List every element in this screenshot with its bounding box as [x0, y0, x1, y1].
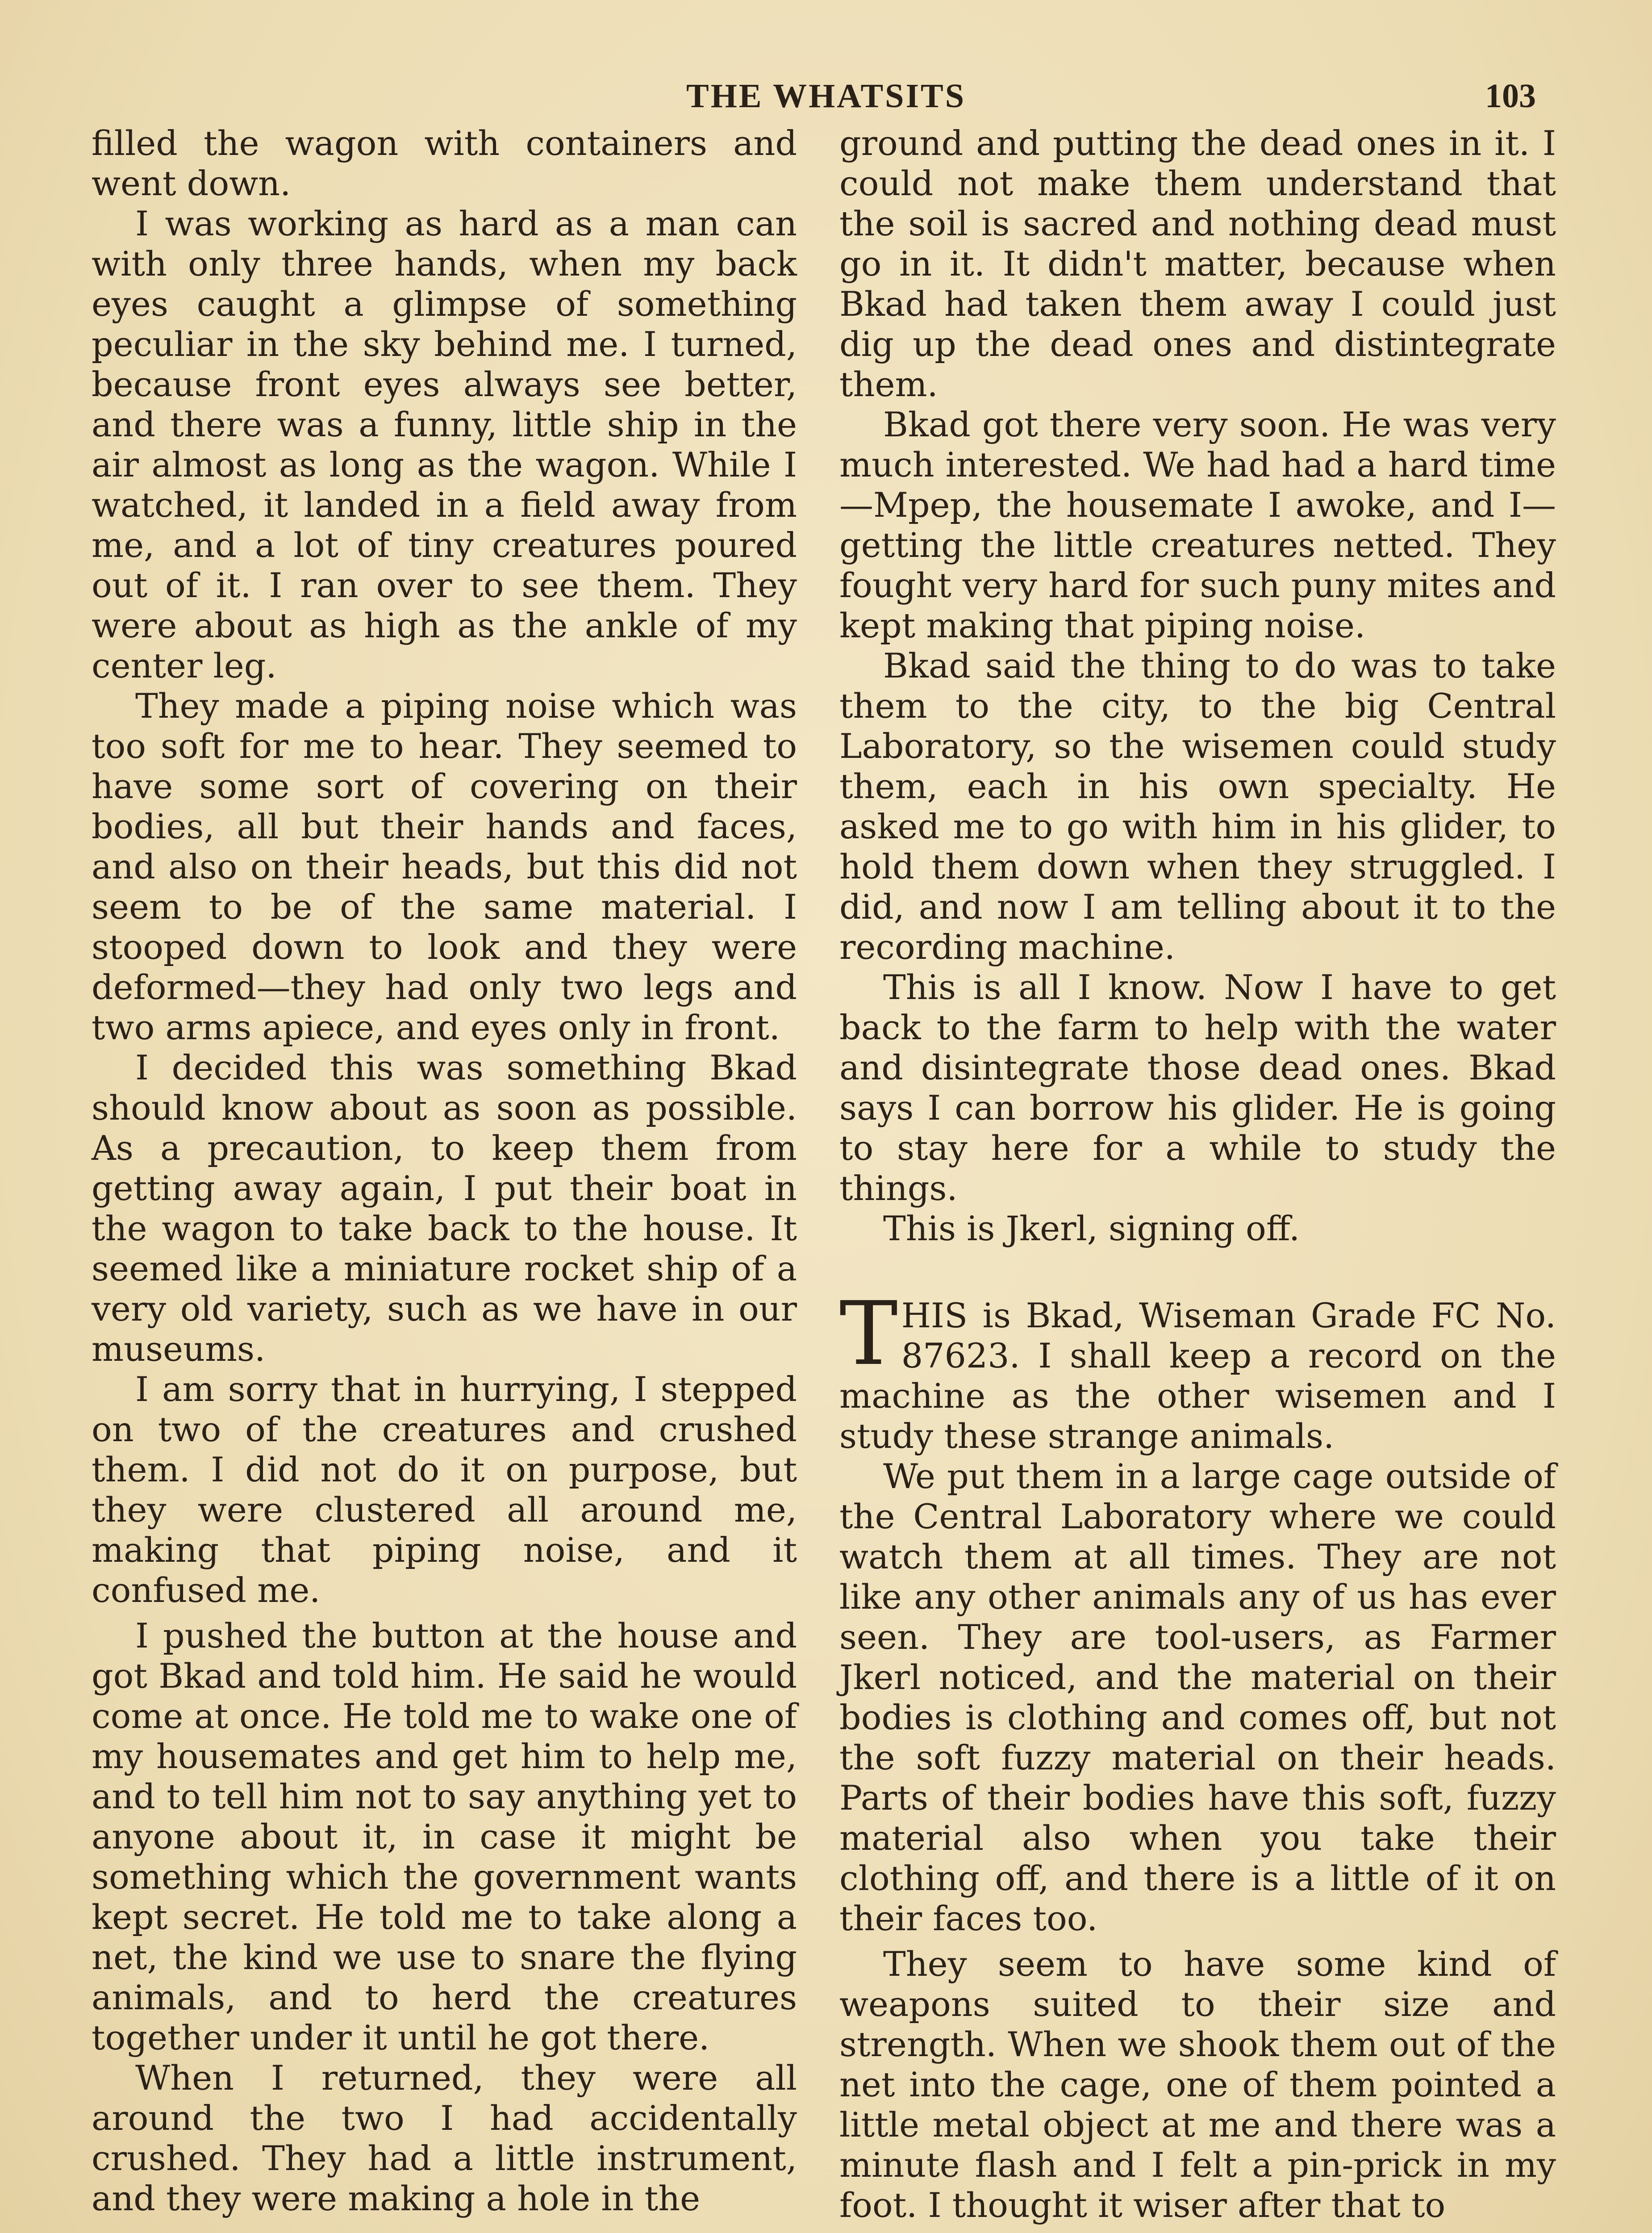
- paragraph: They made a piping noise which was too soft for me to hear. They seemed to have some sort of covering on their bodies, all but their hands and faces, and also on their heads, but this did not seem to be of the same material. I stooped down to look and they were deformed—they had only two legs and two arms apiece, and eyes only in front.: [92, 686, 797, 1047]
- paragraph: I decided this was something Bkad should know about as soon as possible. As a precaution, to keep them from getting away again, I put their boat in the wagon to take back to the house. It seemed like a miniature rocket ship of a very old variety, such as we have in our museums.: [92, 1048, 797, 1369]
- section-opening-paragraph: [839, 1283, 1556, 1456]
- page-number: 103: [1485, 77, 1536, 115]
- page-header: [89, 67, 1563, 116]
- paragraph: They seem to have some kind of weapons suited to their size and strength. When we shook them out of the net into the cage, one of them pointed a little metal object at me and there was a minute flash and I felt a pin-prick in my foot. I thought it wiser after that to: [839, 1944, 1556, 2225]
- paragraph: Bkad got there very soon. He was very much interested. We had had a hard time—Mpep, the housemate I awoke, and I—getting the little creatures netted. They fought very hard for such puny mites and kept making that piping noise.: [839, 405, 1556, 645]
- sign-off-line: This is Jkerl, signing off.: [883, 1208, 1300, 1248]
- paragraph: Bkad said the thing to do was to take them to the city, to the big Central Laboratory, so the wisemen could study them, each in his own specialty. He asked me to go with him in his glider, to hold them down when they struggled. I did, and now I am telling about it to the recording machine.: [839, 646, 1556, 967]
- drop-cap-letter: T: [839, 1283, 898, 1385]
- left-column: [92, 123, 797, 2219]
- paragraph: ground and putting the dead ones in it. I could not make them understand that the soil is sacred and nothing dead must go in it. It didn't matter, because when Bkad had taken them away I could just dig up the dead ones and distintegrate them.: [839, 123, 1556, 404]
- paragraph: I was working as hard as a man can with only three hands, when my back eyes caught a glimpse of something peculiar in the sky behind me. I turned, because front eyes always see better, and there was a funny, little ship in the air almost as long as the wagon. While I watched, it landed in a field away from me, and a lot of tiny creatures poured out of it. I ran over to see them. They were about as high as the ankle of my center leg.: [92, 204, 797, 686]
- paragraph: This is all I know. Now I have to get back to the farm to help with the water and disintegrate those dead ones. Bkad says I can borrow his glider. He is going to stay here for a while to study the things.: [839, 967, 1556, 1208]
- paragraph: I pushed the button at the house and got Bkad and told him. He said he would come at once. He told me to wake one of my housemates and get him to help me, and to tell him not to say anything yet to anyone about it, in case it might be something which the government wants kept secret. He told me to take along a net, the kind we use to snare the flying animals, and to herd the creatures together under it until he got there.: [92, 1616, 797, 2057]
- paragraph: We put them in a large cage outside of the Central Laboratory where we could watch them at all times. They are not like any other animals any of us has ever seen. They are tool-users, as Farmer Jkerl noticed, and the material on their bodies is clothing and comes off, but not the soft fuzzy material on their heads. Parts of their bodies have this soft, fuzzy material also when you take their clothing off, and there is a little of it on their faces too.: [839, 1456, 1556, 1938]
- paragraph: When I returned, they were all around the two I had accidentally crushed. They had a little instrument, and they were making a hole in the: [92, 2058, 797, 2218]
- paragraph: I am sorry that in hurrying, I stepped on two of the creatures and crushed them. I did not do it on purpose, but they were clustered all around me, making that piping noise, and it confused me.: [92, 1369, 797, 1610]
- running-title: THE WHATSITS: [686, 77, 966, 115]
- section-opening-text: HIS is Bkad, Wiseman Grade FC No. 87623. I shall keep a record on the machine as the other wisemen and I study these strange animals.: [839, 1296, 1556, 1456]
- right-column: [839, 123, 1556, 2225]
- paragraph: filled the wagon with containers and went down.: [92, 123, 797, 203]
